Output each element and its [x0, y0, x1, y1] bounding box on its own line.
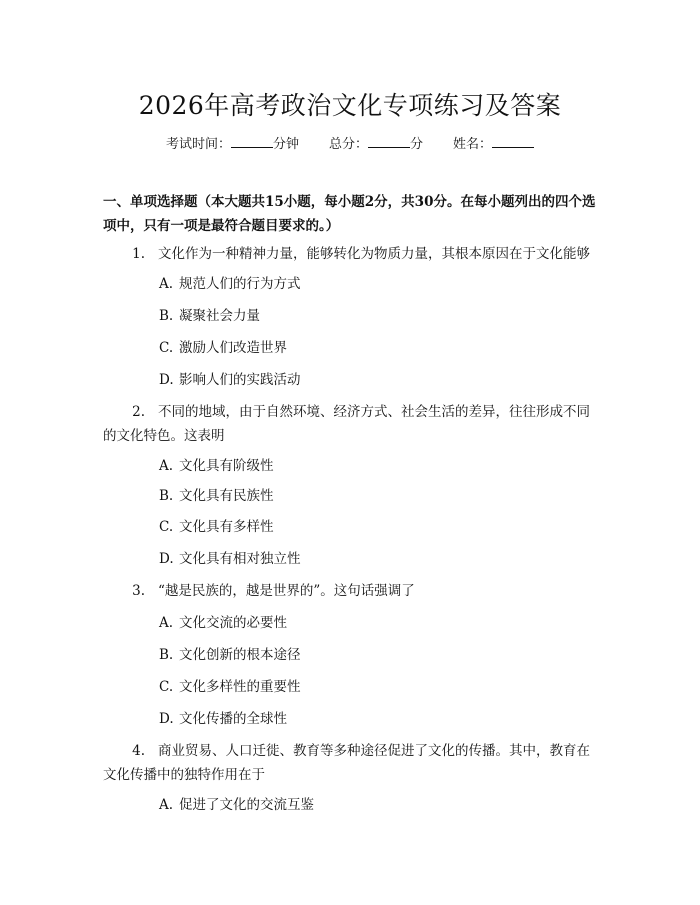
question-text: 文化作为一种精神力量，能够转化为物质力量，其根本原因在于文化能够 [158, 246, 590, 262]
option-text: 文化交流的必要性 [179, 615, 287, 631]
option-letter: A. [159, 276, 174, 292]
question-3 [103, 579, 603, 603]
page-title: 2026年高考政治文化专项练习及答案 [138, 91, 562, 120]
total-score-field [329, 133, 423, 152]
option-letter: D. [159, 551, 174, 567]
option-text: 规范人们的行为方式 [179, 276, 301, 292]
question-1-option-c [159, 338, 287, 358]
question-2-option-a [159, 456, 274, 476]
option-text: 凝聚社会力量 [179, 308, 260, 324]
total-score-unit: 分 [410, 137, 424, 152]
question-number: 4. [132, 743, 145, 759]
question-text: 不同的地域，由于自然环境、经济方式、社会生活的差异，往往形成不同的文化特色。这表明 [103, 404, 590, 444]
option-text: 文化创新的根本途径 [179, 647, 301, 663]
option-text: 激励人们改造世界 [179, 340, 287, 356]
name-blank [492, 135, 534, 148]
name-field [453, 133, 534, 152]
question-number: 2. [132, 404, 145, 420]
exam-time-blank [231, 135, 273, 148]
option-text: 文化具有阶级性 [179, 458, 274, 474]
total-score-blank [368, 135, 410, 148]
question-4 [103, 739, 603, 787]
option-letter: C. [159, 679, 174, 695]
exam-time-unit: 分钟 [272, 137, 299, 152]
option-letter: A. [159, 797, 174, 813]
option-letter: C. [159, 519, 174, 535]
question-1-option-b [159, 306, 260, 326]
question-4-option-a [159, 795, 314, 815]
question-text: “越是民族的，越是世界的”。这句话强调了 [158, 583, 415, 599]
question-1-option-a [159, 274, 301, 294]
option-letter: B. [159, 308, 174, 324]
total-score-label: 总分： [328, 137, 368, 152]
name-label: 姓名： [453, 137, 493, 152]
question-2 [103, 400, 603, 448]
option-text: 文化具有民族性 [179, 488, 274, 504]
option-text: 促进了文化的交流互鉴 [179, 797, 314, 813]
option-text: 文化多样性的重要性 [179, 679, 301, 695]
question-3-option-a [159, 613, 287, 633]
option-text: 文化具有多样性 [179, 519, 274, 535]
question-1 [103, 242, 603, 266]
exam-time-label: 考试时间： [165, 137, 231, 152]
question-text: 商业贸易、人口迁徙、教育等多种途径促进了文化的传播。其中，教育在文化传播中的独特作用在于 [103, 743, 590, 783]
option-letter: D. [159, 711, 174, 727]
question-2-option-b [159, 486, 274, 506]
question-1-option-d [159, 370, 301, 390]
option-letter: A. [159, 615, 174, 631]
question-number: 1. [132, 246, 145, 262]
section-heading: 一、单项选择题（本大题共15小题，每小题2分，共30分。在每小题列出的四个选项中，只有一项是最符合题目要求的。） [103, 194, 596, 234]
option-letter: C. [159, 340, 174, 356]
option-letter: B. [159, 647, 174, 663]
question-2-option-c [159, 517, 274, 537]
option-letter: A. [159, 458, 174, 474]
question-3-option-c [159, 677, 301, 697]
option-letter: D. [159, 372, 174, 388]
question-3-option-d [159, 709, 287, 729]
option-text: 影响人们的实践活动 [179, 372, 301, 388]
option-letter: B. [159, 488, 174, 504]
question-2-option-d [159, 549, 301, 569]
option-text: 文化具有相对独立性 [179, 551, 301, 567]
question-number: 3. [132, 583, 145, 599]
exam-info-row [0, 133, 700, 152]
option-text: 文化传播的全球性 [179, 711, 287, 727]
exam-time-field [166, 133, 299, 152]
question-3-option-b [159, 645, 301, 665]
